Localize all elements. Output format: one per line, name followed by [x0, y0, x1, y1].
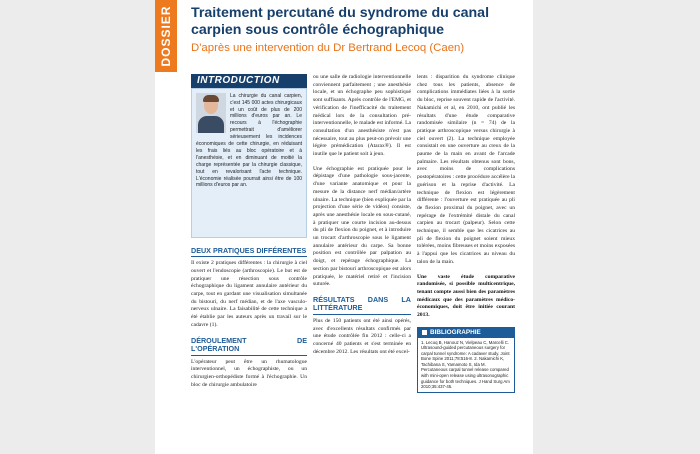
resultats-text: Plus de 150 patients ont été ainsi opérés, avec d'excellents résultats confirmés par une étude contrôlée fin 2012 : celle-ci a concerné 40 patients et s'est terminée en décembre 2012. Les résultats ont été excel-	[313, 317, 411, 355]
article-title: Traitement percutané du syndrome du canal carpien sous contrôle échographique	[191, 5, 490, 38]
bibliography-text: 1. Lecoq B, Hanouz N, Vielpeau C, Marcelli C. Ultrasound-guided percutaneous surgery for carpal tunnel syndrome: A cadaver study. Joint Bone Spine 2011;78:516-8. 2. Nakamichi K, Tachibana S, Yamamoto S, Ida M. Percutaneous carpal tunnel release compared with mini-open release using ultrasonographic guidance for both techniques. J Hand Surg Am 2010;35:437-45.	[421, 339, 510, 390]
pratiques-heading: DEUX PRATIQUES DIFFÉRENTES	[191, 247, 307, 258]
column-1	[191, 74, 307, 454]
column-3	[417, 74, 515, 454]
section-tab-label: DOSSIER	[159, 5, 173, 67]
square-bullet-icon	[422, 330, 427, 335]
col2-paragraph-2: Une échographie est pratiquée pour le dépistage d'une pathologie sous-jacente, d'une variante anatomique et pour la mesure de la distance nerf médian/artère ulnaire. La technique (bien expliquée par la projection d'une série de vidéos) consiste, après une anesthésie locale en sous-cutané, à pratiquer une courte incision au-dessus du pli de flexion du poignet, et à introduire un trocart d'arthroscopie sous le ligament annulaire antérieur du carpe. Sa bonne position est contrôlée par palpation au doigt, et repérage échographique. La section par bistouri arthroscopique est alors pratiquée, le matériel retiré et l'incision suturée.	[313, 165, 411, 288]
col3-paragraph-1: lents : disparition du syndrome clinique chez tous les patients, absence de complications immédiates liées à la sortie du bloc, reprise souvent rapide de l'activité. Nakamichi et al, en 2010, ont publié les résultats d'une étude comparative randomisée similaire (n = 74) de la pratique arthroscopique versus chirurgie à ciel ouvert (2). La technique employée consistait en une ouverture au creux de la paume de la main en avant de l'arcade palmaire. Les résultats obtenus sont bons, avec moins de complications postopératoires : cette procédure accélère la guérison et la reprise d'activité. La technique de flexion est légèrement différente : l'ouverture est pratiquée au pli de flexion proximal du poignet, avec un repérage de l'extrémité distale du canal carpien au trocart (palpeur). Selon cette technique, il semble que les cicatrices au pli de flexion du poignet soient mieux tolérées, moins fibreuses et moins exposées à l'appui que les cicatrices au niveau du talon de la main.	[417, 74, 515, 265]
portrait-photo	[196, 93, 226, 133]
resultats-heading: RÉSULTATS DANS LA LITTÉRATURE	[313, 296, 411, 315]
introduction-text: La chirurgie du canal carpien, c'est 145 000 actes chirurgicaux et un coût de plus de 200 millions d'euros par an. Le recours à l'échographie permettrait d'améliorer sérieusement les incidences économiques de cette chirurgie, en réduisant les frais liés au bloc opératoire et à l'anesthésie, et en diminuant de moitié la charge représentée par la chirurgie classique, tout en revalorisant l'acte technique. L'économie réalisée pourrait ainsi être de 100 millions d'euros par an.	[196, 92, 302, 189]
bibliography-heading: BIBLIOGRAPHIE	[430, 328, 481, 336]
article-subtitle: D'après une intervention du Dr Bertrand Lecoq (Caen)	[191, 42, 465, 54]
bibliography-heading-bar	[418, 328, 514, 338]
deroulement-text: L'opérateur peut être un rhumatologue interventionnel, un échographiste, ou un chirurgien-orthopédiste formé à l'échographie. Un bloc de chirurgie ambulatoire	[191, 358, 307, 388]
column-2	[313, 74, 411, 454]
article-page	[155, 0, 533, 454]
conclusion-text: Une vaste étude comparative randomisée, si possible multicentrique, tenant compte aussi bien des paramètres médicaux que des paramètres médico-économiques, doit être initiée courant 2013.	[417, 273, 515, 319]
deroulement-heading: DÉROULEMENT DE L'OPÉRATION	[191, 337, 307, 356]
bibliography-box	[417, 327, 515, 393]
pratiques-text: Il existe 2 pratiques différentes : la chirurgie à ciel ouvert et l'endoscopie (arthroscopie). Le but est de pratiquer une résection sous contrôle échographique du ligament annulaire antérieur du carpe, tout en gardant une visualisation simultanée du bistouri, du nerf médian, et de l'axe vasculo-nerveux ulnaire. La faisabilité de cette technique a été établie par les auteurs après un travail sur le cadavre (1).	[191, 260, 307, 328]
introduction-box	[191, 88, 307, 238]
col2-paragraph-1: ou une salle de radiologie interventionnelle conviennent parfaitement ; une anesthésie locale, et un échographe peu sophistiqué sont suffisants. Après contrôle de l'EMG, et vérification de l'inefficacité du traitement médical lors de la consultation pré-interventionnelle, le malade est informé. La consultation d'un anesthésiste n'est pas nécessaire, tout au plus peut-on prévoir une légère prémédication (Atarax®). Il est inutile que le patient soit à jeun.	[313, 74, 411, 158]
section-tab	[155, 0, 177, 72]
introduction-heading: INTRODUCTION	[191, 74, 307, 88]
